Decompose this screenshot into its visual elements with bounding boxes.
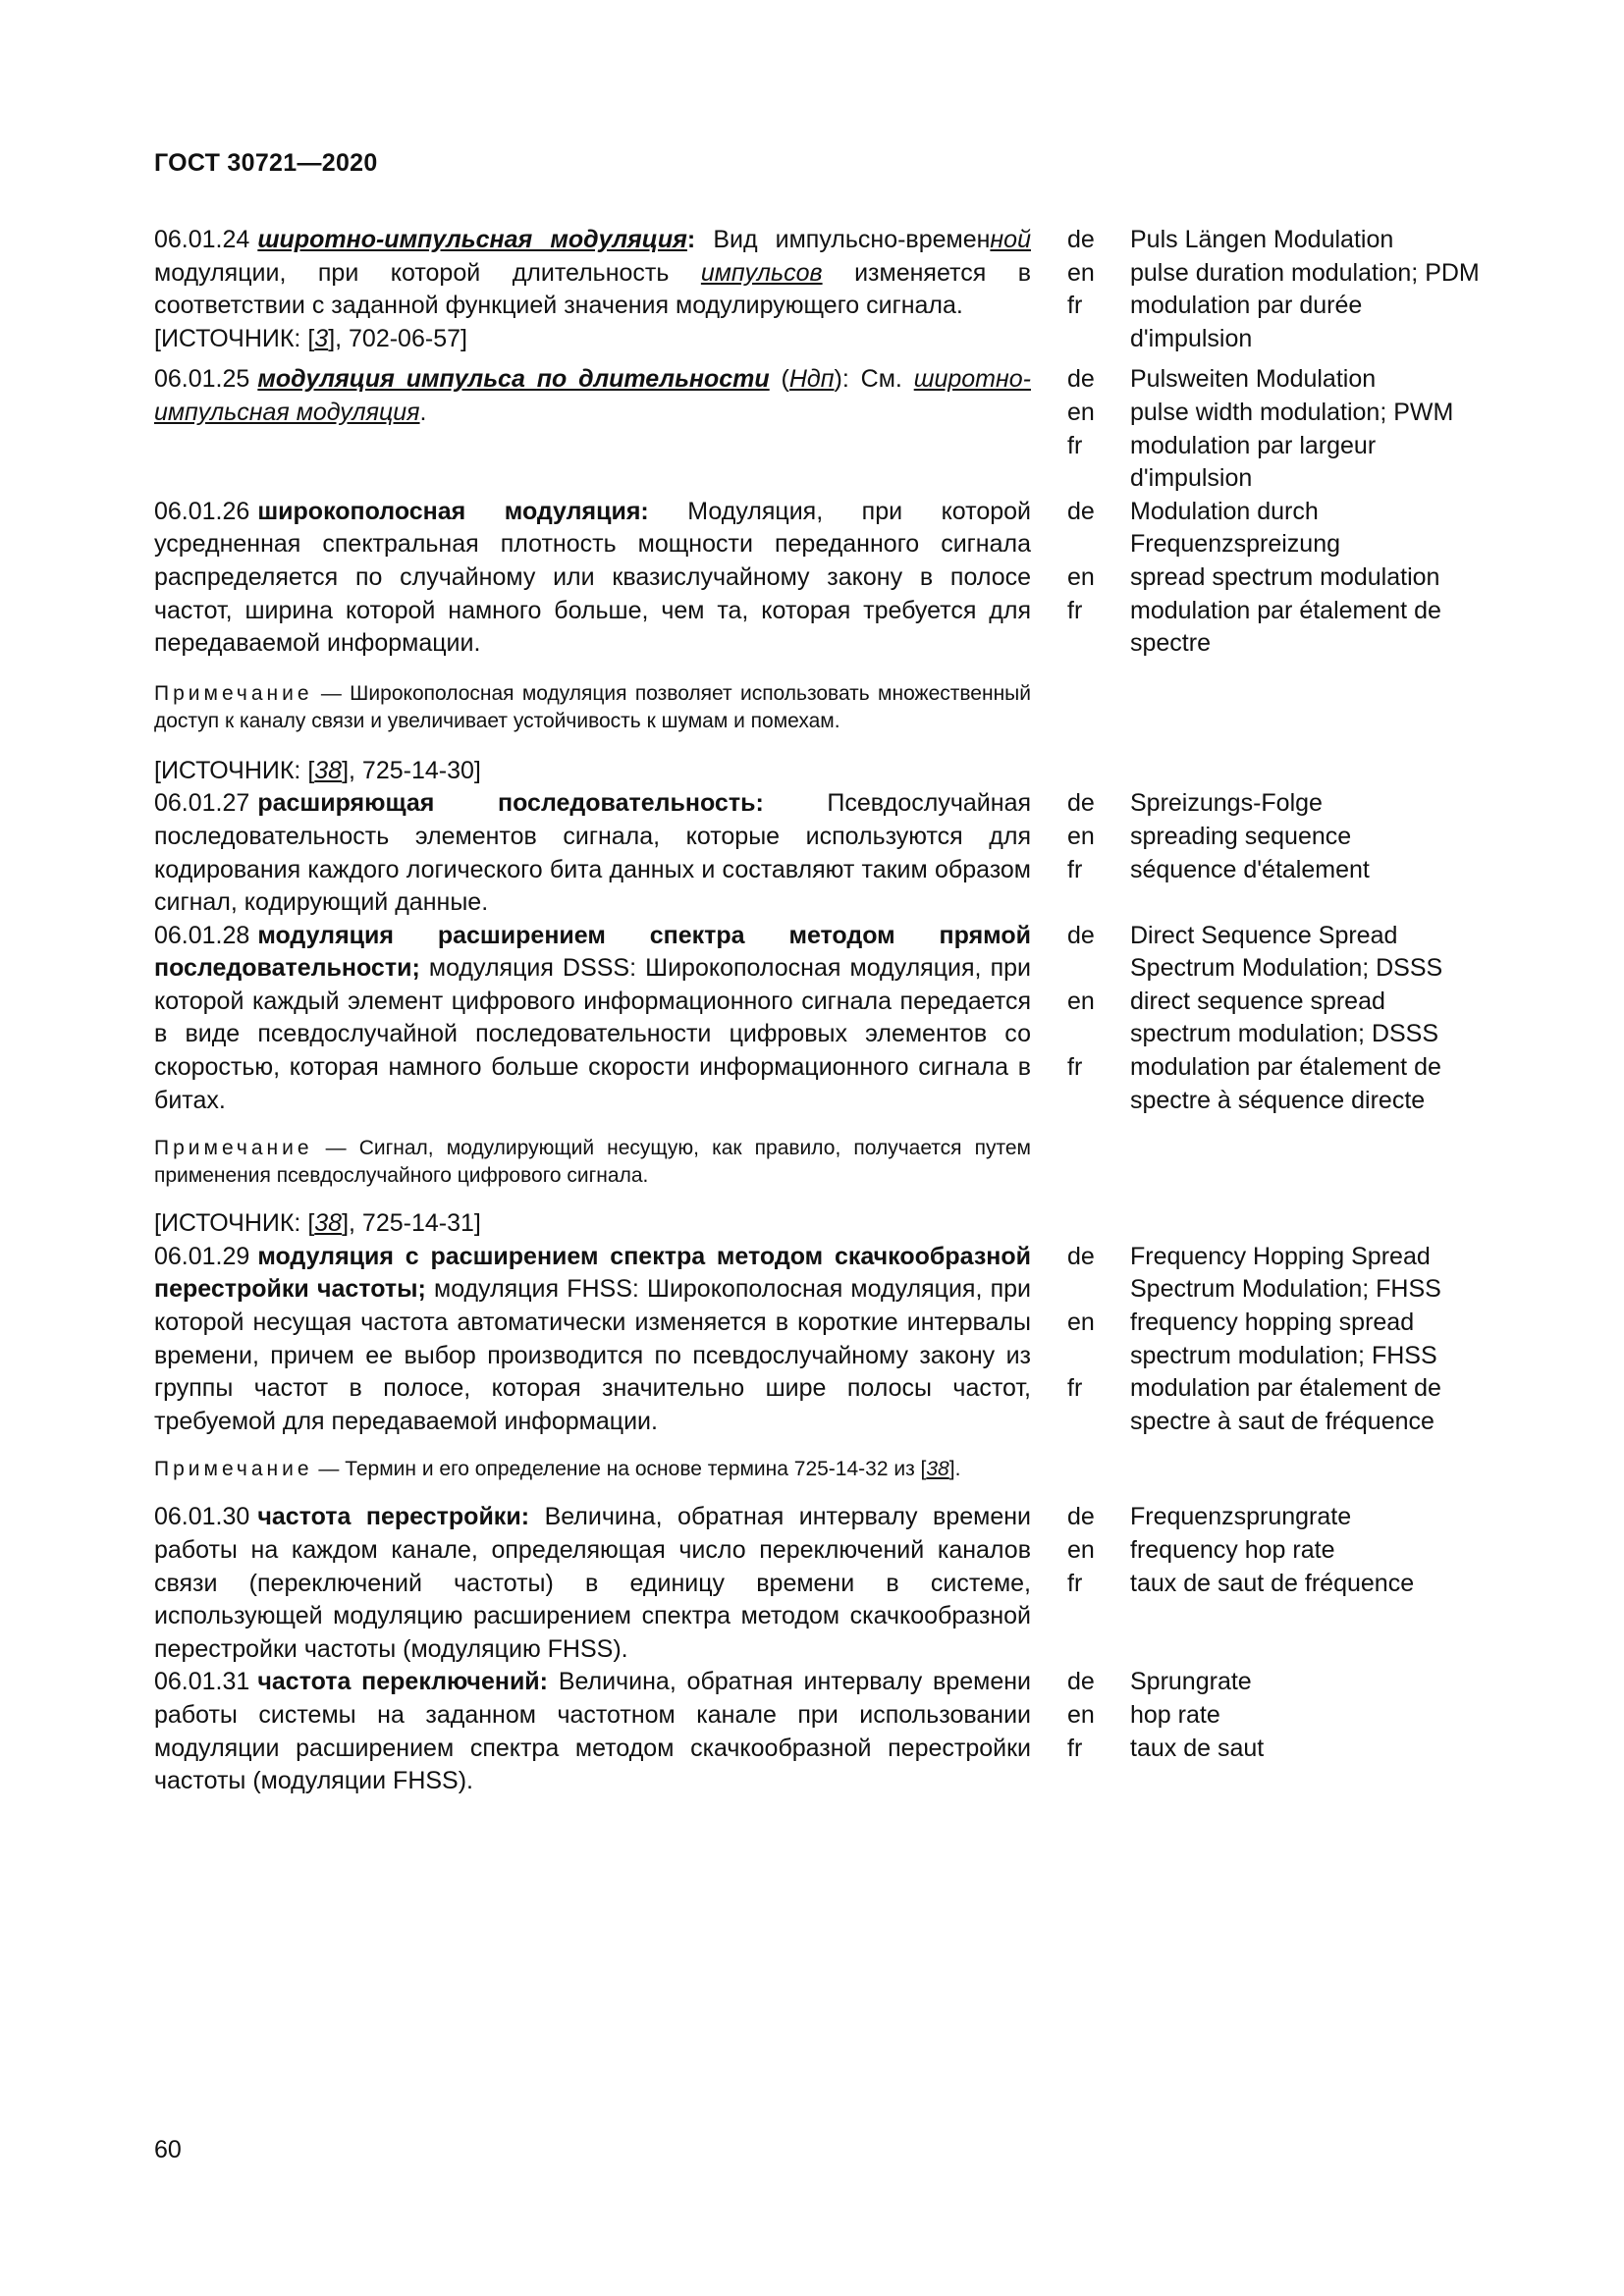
term-cross-reference[interactable]: импульсов bbox=[700, 258, 823, 287]
term-name: модуляция расширением спектра методом прямой последовательности; bbox=[154, 921, 1031, 983]
term-entry-06-01-26 bbox=[154, 496, 1480, 661]
document-header: ГОСТ 30721—2020 bbox=[154, 149, 378, 177]
term-definition: 06.01.27 расширяющая последовательность: Псевдослучайная последовательность элементов сигнала, которые используются для кодирования каждого логического бита данных и составляют таким образом сигнал, кодирующий данные. bbox=[154, 789, 1032, 917]
term-entry-06-01-29 bbox=[154, 1241, 1480, 1439]
term-number: 06.01.28 bbox=[154, 921, 250, 949]
term-note: Примечание — Термин и его определение на основе термина 725-14-32 из [38]. bbox=[154, 1458, 961, 1481]
foreign-equivalents bbox=[1067, 787, 1480, 919]
translation-row: en hop rate bbox=[1067, 1700, 1220, 1729]
bibliography-link[interactable]: 38 bbox=[314, 1209, 343, 1238]
term-definition: 06.01.25 модуляция импульса по длительности (Ндп): См. широтно-импульсная модуляция. bbox=[154, 365, 1031, 426]
translation-row: de Pulsweiten Modulation bbox=[1067, 365, 1377, 394]
translation-row: de Puls Längen Modulation bbox=[1067, 226, 1394, 253]
source-citation: [ИСТОЧНИК: [38], 725-14-30] bbox=[154, 756, 481, 784]
term-number: 06.01.30 bbox=[154, 1503, 250, 1531]
term-name: модуляция с расширением спектра методом скачкообразной перестройки частоты; bbox=[154, 1242, 1031, 1304]
bibliography-link[interactable]: 3 bbox=[314, 324, 329, 352]
term-note: Примечание — Сигнал, модулирующий несущую, как правило, получается путем применения псевдослучайного цифрового сигнала. bbox=[154, 1137, 1031, 1188]
term-definition: 06.01.29 модуляция с расширением спектра методом скачкообразной перестройки частоты; модуляция FHSS: Широкополосная модуляция, при которой несущая частота автоматически изменяется в короткие интервалы времени, причем ее выбор производится по псевдослучайному закону из группы частот в полосе, которая значительно шире полосы частот, требуемой для передаваемой информации. bbox=[154, 1242, 1032, 1435]
term-entry-06-01-25 bbox=[154, 363, 1480, 495]
translation-row: fr modulation par étalement de spectre à saut de fréquence bbox=[1067, 1374, 1441, 1435]
translation-row: de Frequenzsprungrate bbox=[1067, 1503, 1352, 1531]
term-number: 06.01.26 bbox=[154, 497, 250, 525]
term-entry-06-01-27 bbox=[154, 787, 1480, 919]
translation-row: de Spreizungs-Folge bbox=[1067, 789, 1323, 818]
foreign-equivalents bbox=[1067, 1501, 1480, 1666]
term-entry-06-01-24 bbox=[154, 224, 1480, 355]
note-label: Примечание bbox=[154, 1458, 313, 1481]
translation-row: en pulse duration modulation; PDM bbox=[1067, 258, 1480, 287]
translation-row: de Modulation durch Frequenzspreizung bbox=[1067, 497, 1341, 559]
translation-row: de Sprungrate bbox=[1067, 1668, 1252, 1696]
deprecated-marker: Ндп bbox=[788, 365, 835, 394]
term-name: широтно-импульсная модуляция bbox=[257, 226, 687, 253]
term-name: частота перестройки: bbox=[257, 1503, 530, 1531]
foreign-equivalents bbox=[1067, 363, 1480, 495]
see-reference-link[interactable]: широтно-импульсная модуляция bbox=[154, 365, 1031, 426]
translation-row: fr modulation par durée d'impulsion bbox=[1067, 292, 1363, 352]
translation-row: en spreading sequence bbox=[1067, 822, 1352, 850]
term-entry-06-01-28 bbox=[154, 920, 1480, 1118]
source-citation: [ИСТОЧНИК: [3], 702-06-57] bbox=[154, 324, 467, 352]
foreign-equivalents bbox=[1067, 496, 1480, 661]
translation-row: fr modulation par étalement de spectre à séquence directe bbox=[1067, 1053, 1441, 1114]
term-entry-06-01-31 bbox=[154, 1666, 1480, 1797]
bibliography-link[interactable]: 38 bbox=[314, 756, 343, 784]
translation-row: fr modulation par étalement de spectre bbox=[1067, 596, 1441, 658]
translation-row: fr taux de saut de fréquence bbox=[1067, 1569, 1415, 1597]
term-number: 06.01.24 bbox=[154, 226, 250, 253]
translation-row: en spread spectrum modulation bbox=[1067, 562, 1440, 591]
note-label: Примечание bbox=[154, 1137, 313, 1160]
term-definition: 06.01.28 модуляция расширением спектра методом прямой последовательности; модуляция DSSS: Широкополосная модуляция, при которой каждый элемент цифрового информационного сигнала передается в виде псевдослучайной последовательности цифровых элементов со скоростью, которая намного больше скорости информационного сигнала в битах. bbox=[154, 921, 1031, 1114]
translation-row: fr modulation par largeur d'impulsion bbox=[1067, 431, 1377, 493]
term-definition: 06.01.30 частота перестройки: Величина, обратная интервалу времени работы на каждом канале, определяющая число переключений каналов связи (переключений частоты) в единицу времени в системе, использующей модуляцию расширением спектра методом скачкообразной перестройки частоты (модуляцию FHSS). bbox=[154, 1503, 1031, 1663]
page-number: 60 bbox=[154, 2136, 182, 2163]
term-number: 06.01.31 bbox=[154, 1668, 250, 1696]
term-number: 06.01.27 bbox=[154, 789, 250, 818]
term-entry-06-01-30 bbox=[154, 1501, 1480, 1666]
term-note: Примечание — Широкополосная модуляция позволяет использовать множественный доступ к каналу связи и увеличивает устойчивость к шумам и помехам. bbox=[154, 681, 1031, 732]
term-definition: 06.01.26 широкополосная модуляция: Модуляция, при которой усредненная спектральная плотность мощности переданного сигнала распределяется по случайному или квазислучайному закону в полосе частот, ширина которой намного больше, чем та, которая требуется для передаваемой информации. bbox=[154, 497, 1031, 658]
translation-row: en frequency hopping spread spectrum modulation; FHSS bbox=[1067, 1308, 1437, 1369]
term-name: широкополосная модуляция: bbox=[257, 497, 649, 525]
terms-list bbox=[154, 224, 1480, 1798]
translation-row: fr séquence d'étalement bbox=[1067, 855, 1370, 883]
note-label: Примечание bbox=[154, 681, 313, 705]
translation-row: en direct sequence spread spectrum modulation; DSSS bbox=[1067, 987, 1439, 1048]
foreign-equivalents bbox=[1067, 1241, 1480, 1439]
term-number: 06.01.25 bbox=[154, 365, 250, 394]
translation-row: de Frequency Hopping Spread Spectrum Modulation; FHSS bbox=[1067, 1242, 1441, 1304]
foreign-equivalents bbox=[1067, 920, 1480, 1118]
term-number: 06.01.29 bbox=[154, 1242, 250, 1270]
foreign-equivalents bbox=[1067, 224, 1480, 355]
translation-row: en frequency hop rate bbox=[1067, 1536, 1335, 1564]
bibliography-link[interactable]: 38 bbox=[926, 1458, 949, 1481]
translation-row: fr taux de saut bbox=[1067, 1734, 1265, 1762]
term-definition: 06.01.31 частота переключений: Величина, обратная интервалу времени работы системы на заданном частотном канале при использовании модуляции расширением спектра методом скачкообразной перестройки частоты (модуляции FHSS). bbox=[154, 1668, 1031, 1795]
term-name: модуляция импульса по длительности bbox=[257, 365, 770, 394]
term-name: расширяющая последовательность: bbox=[257, 789, 764, 818]
translation-row: de Direct Sequence Spread Spectrum Modulation; DSSS bbox=[1067, 921, 1443, 983]
term-name: частота переключений: bbox=[257, 1668, 549, 1696]
source-citation: [ИСТОЧНИК: [38], 725-14-31] bbox=[154, 1209, 481, 1238]
translation-row: en pulse width modulation; PWM bbox=[1067, 398, 1454, 426]
term-definition: 06.01.24 широтно-импульсная модуляция: Вид импульсно-временной модуляции, при которой длительность импульсов изменяется в соответствии с заданной функцией значения модулирующего сигнала. [ИСТОЧНИК: [3], 702-06-57] bbox=[154, 226, 1031, 352]
foreign-equivalents bbox=[1067, 1666, 1480, 1797]
